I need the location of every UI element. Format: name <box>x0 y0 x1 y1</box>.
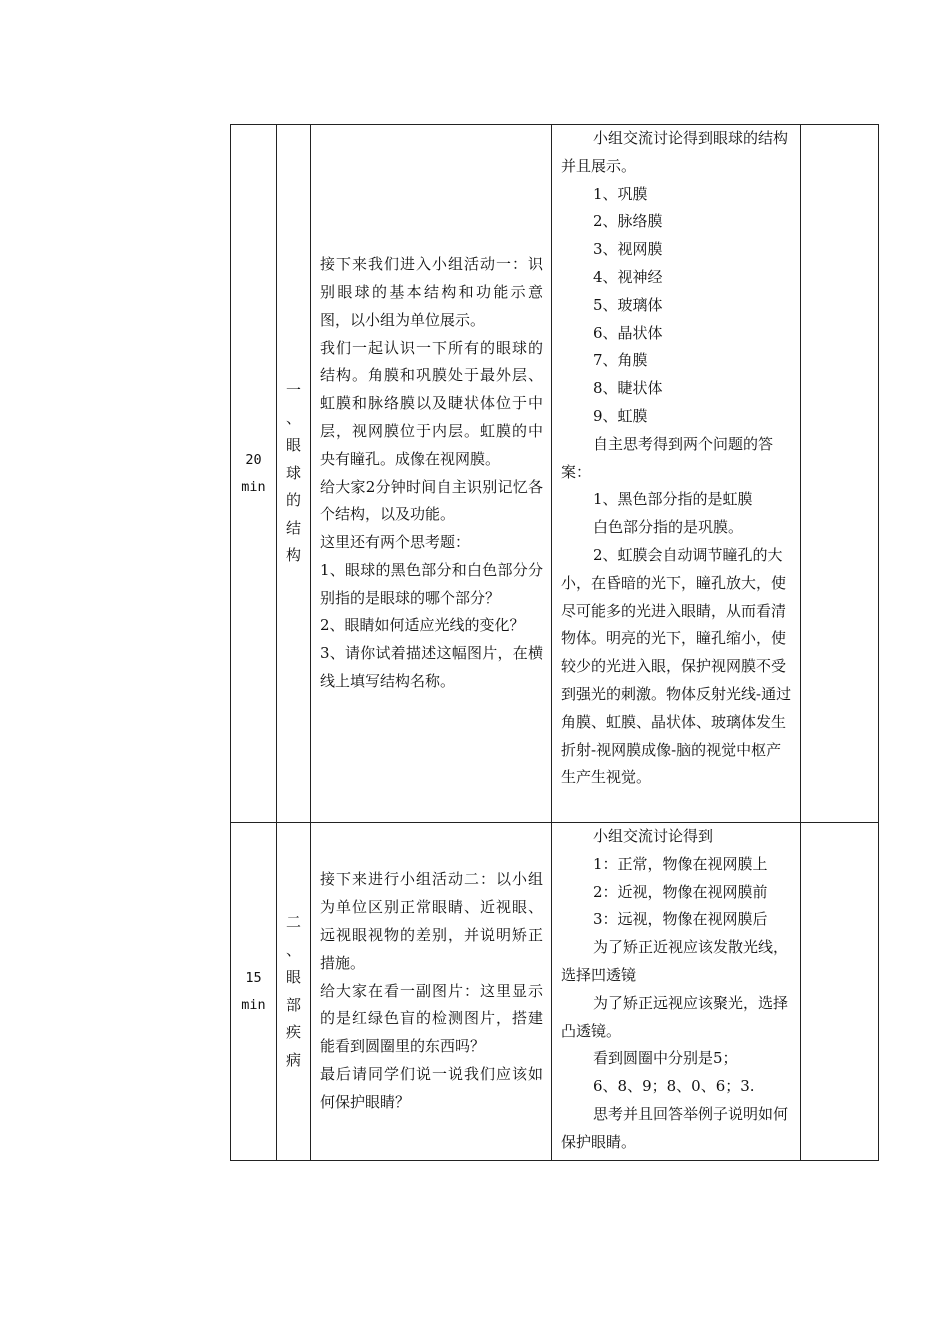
teacher-activity-cell <box>311 125 552 823</box>
student-paragraph: 看到圆圈中分别是5； <box>593 1049 738 1068</box>
teacher-paragraph: 我们一起认识一下所有的眼球的结构。角膜和巩膜处于最外层、虹膜和脉络膜以及睫状体位于中层，视网膜位于内层。虹膜的中央有瞳孔。成像在视网膜。 <box>320 338 543 468</box>
stage-char: 的 <box>285 491 301 510</box>
stage-cell <box>277 823 311 1161</box>
teacher-paragraph: 3、请你试着描述这幅图片，在横线上填写结构名称。 <box>320 644 543 691</box>
student-answer: 2、虹膜会自动调节瞳孔的大小，在昏暗的光下，瞳孔放大，使尽可能多的光进入眼睛，从而看清物体。明亮的光下，瞳孔缩小，使较少的光进入眼，保护视网膜不受到强光的刺激。物体反射光线-通过角膜、虹膜、晶状体、玻璃体发生折射-视网膜成像-脑的视觉中枢产生产生视觉。 <box>561 545 792 787</box>
teacher-paragraph: 给大家在看一副图片：这里显示的是红绿色盲的检测图片，搭建能看到圆圈里的东西吗？ <box>320 981 543 1056</box>
student-list-item: 2、脉络膜 <box>593 212 663 231</box>
teacher-paragraph: 这里还有两个思考题： <box>320 533 471 552</box>
time-unit: min <box>241 478 266 495</box>
student-paragraph: 思考并且回答举例子说明如何保护眼睛。 <box>561 1104 789 1151</box>
table-row <box>231 125 879 823</box>
teacher-paragraph: 最后请同学们说一说我们应该如何保护眼睛？ <box>320 1064 543 1111</box>
student-list-item: 2：近视，物像在视网膜前 <box>593 882 768 901</box>
student-list-item: 9、虹膜 <box>593 406 648 425</box>
student-activity-cell <box>552 823 801 1161</box>
teacher-paragraph: 2、眼睛如何适应光线的变化？ <box>320 616 525 635</box>
teacher-paragraph: 给大家2分钟时间自主识别记忆各个结构，以及功能。 <box>320 477 543 524</box>
notes-cell <box>801 823 879 1161</box>
stage-char: 结 <box>285 518 301 537</box>
student-list-item: 1：正常，物像在视网膜上 <box>593 854 768 873</box>
teacher-activity-cell <box>311 823 552 1161</box>
stage-char: 二 <box>285 913 301 931</box>
student-list-item: 8、睫状体 <box>593 379 663 398</box>
time-value: 20 <box>245 451 262 468</box>
stage-char: 球 <box>285 463 301 482</box>
student-paragraph: 小组交流讨论得到眼球的结构并且展示。 <box>561 129 789 175</box>
student-list-item: 4、视神经 <box>593 267 663 286</box>
stage-char: 、 <box>285 940 301 959</box>
time-value: 15 <box>245 969 262 986</box>
stage-char: 病 <box>285 1050 301 1069</box>
student-list-item: 3：远视，物像在视网膜后 <box>593 910 768 929</box>
student-paragraph: 为了矫正远视应该聚光，选择凸透镜。 <box>561 993 789 1040</box>
stage-char: 眼 <box>285 436 301 455</box>
student-answer: 1、黑色部分指的是虹膜 <box>593 490 753 509</box>
teacher-paragraph: 1、眼球的黑色部分和白色部分分别指的是眼球的哪个部分？ <box>320 560 543 607</box>
stage-char: 疾 <box>285 1023 301 1041</box>
student-activity-cell <box>552 125 801 823</box>
student-paragraph: 自主思考得到两个问题的答案： <box>561 434 774 481</box>
stage-char: 部 <box>285 995 301 1014</box>
student-list-item: 1、巩膜 <box>593 184 648 203</box>
student-list-item: 3、视网膜 <box>593 240 663 259</box>
student-list-item: 5、玻璃体 <box>593 295 663 314</box>
time-unit: min <box>241 996 266 1013</box>
stage-cell <box>277 125 311 823</box>
notes-cell <box>801 125 879 823</box>
student-paragraph: 小组交流讨论得到 <box>593 827 714 845</box>
stage-char: 眼 <box>285 968 301 986</box>
teacher-paragraph: 接下来进行小组活动二：以小组为单位区别正常眼睛、近视眼、远视眼视物的差别，并说明矫正措施。 <box>320 870 543 972</box>
table-row <box>231 823 879 1161</box>
student-list-item: 6、晶状体 <box>593 323 663 342</box>
stage-char: 构 <box>285 546 301 565</box>
student-paragraph: 为了矫正近视应该发散光线，选择凹透镜 <box>561 938 789 984</box>
student-paragraph: 6、8、9；8、0、6；3. <box>593 1077 755 1096</box>
student-answer: 白色部分指的是巩膜。 <box>593 518 744 537</box>
stage-char: 一 <box>285 381 301 400</box>
student-list-item: 7、角膜 <box>593 351 648 370</box>
stage-char: 、 <box>285 408 301 427</box>
teacher-paragraph: 接下来我们进入小组活动一：识别眼球的基本结构和功能示意图，以小组为单位展示。 <box>320 255 543 329</box>
time-cell <box>231 823 277 1161</box>
time-cell <box>231 125 277 823</box>
lesson-plan-table <box>230 124 879 1161</box>
